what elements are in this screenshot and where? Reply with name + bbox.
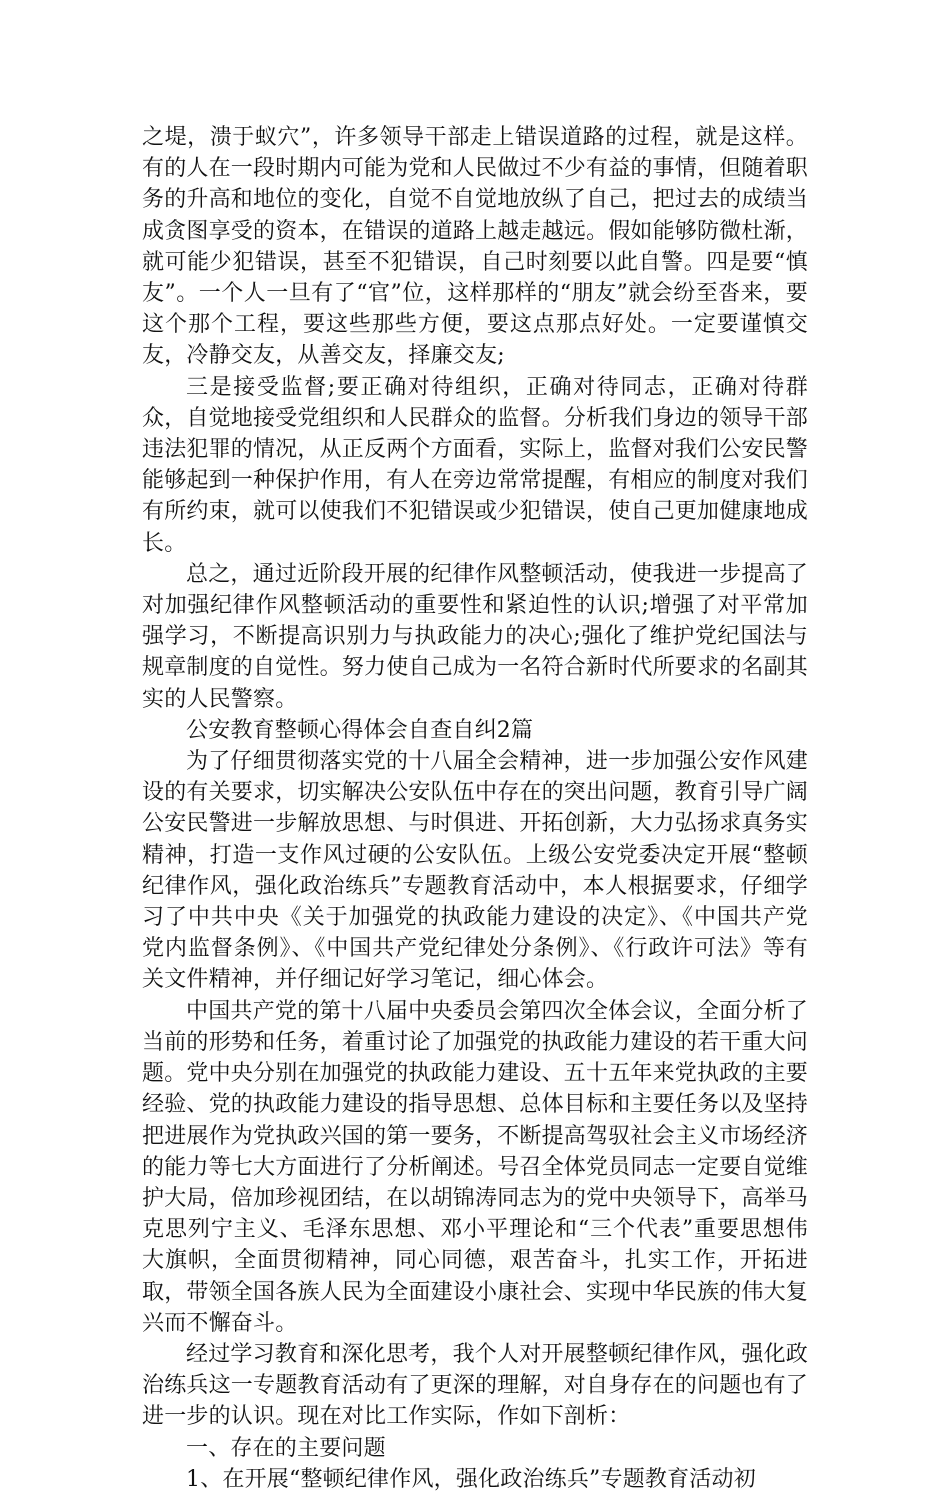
paragraph-summary: 总之，通过近阶段开展的纪律作风整顿活动，使我进一步提高了对加强纪律作风整顿活动的重要性和紧迫性的认识;增强了对平常加强学习，不断提高识别力与执政能力的决心;强化了维护党纪国法与规章制度的自觉性。努力使自己成为一名符合新时代所要求的名副其实的人民警察。	[142, 561, 809, 712]
paragraph-continuation: 之堤，溃于蚁穴”，许多领导干部走上错误道路的过程，就是这样。有的人在一段时期内可能为党和人民做过不少有益的事情，但随着职务的升高和地位的变化，自觉不自觉地放纵了自己，把过去的成绩当成贪图享受的资本，在错误的道路上越走越远。假如能够防微杜渐，就可能少犯错误，甚至不犯错误，自己时刻要以此自警。四是要“慎友”。一个人一旦有了“官”位，这样那样的“朋友”就会纷至沓来，要这个那个工程，要这些那些方便，要这点那点好处。一定要谨慎交友，冷静交友，从善交友，择廉交友;	[142, 125, 809, 369]
subheading-problems: 一、存在的主要问题	[186, 1435, 386, 1461]
paragraph-plenary: 中国共产党的第十八届中央委员会第四次全体会议，全面分析了当前的形势和任务，着重讨论了加强党的执政能力建设的若干重大问题。党中央分别在加强党的执政能力建设、五十五年来党执政的主要经验、党的执政能力建设的指导思想、总体目标和主要任务以及坚持把进展作为党执政兴国的第一要务，不断提高驾驭社会主义市场经济的能力等七大方面进行了分析阐述。号召全体党员同志一定要自觉维护大局，倍加珍视团结，在以胡锦涛同志为的党中央领导下，高举马克思列宁主义、毛泽东思想、邓小平理论和“三个代表”重要思想伟大旗帜，全面贯彻精神，同心同德，艰苦奋斗，扎实工作，开拓进取，带领全国各族人民为全面建设小康社会、实现中华民族的伟大复兴而不懈奋斗。	[142, 998, 809, 1336]
paragraph-supervision: 三是接受监督;要正确对待组织，正确对待同志，正确对待群众，自觉地接受党组织和人民群众的监督。分析我们身边的领导干部违法犯罪的情况，从正反两个方面看，实际上，监督对我们公安民警能够起到一种保护作用，有人在旁边常常提醒，有相应的制度对我们有所约束，就可以使我们不犯错误或少犯错误，使自己更加健康地成长。	[142, 374, 809, 556]
paragraph-intro: 为了仔细贯彻落实党的十八届全会精神，进一步加强公安作风建设的有关要求，切实解决公安队伍中存在的突出问题，教育引导广阔公安民警进一步解放思想、与时俱进、开拓创新，大力弘扬求真务实精神，打造一支作风过硬的公安队伍。上级公安党委决定开展“整顿纪律作风，强化政治练兵”专题教育活动中，本人根据要求，仔细学习了中共中央《关于加强党的执政能力建设的决定》、《中国共产党党内监督条例》、《中国共产党纪律处分条例》、《行政许可法》等有关文件精神，并仔细记好学习笔记，细心体会。	[142, 749, 809, 993]
document-body	[142, 122, 808, 1495]
paragraph-item-1: 1、在开展“整顿纪律作风，强化政治练兵”专题教育活动初	[186, 1466, 756, 1492]
section-heading: 公安教育整顿心得体会自查自纠2篇	[186, 717, 534, 743]
paragraph-reflection: 经过学习教育和深化思考，我个人对开展整顿纪律作风，强化政治练兵这一专题教育活动有了更深的理解，对自身存在的问题也有了进一步的认识。现在对比工作实际，作如下剖析：	[142, 1341, 809, 1430]
